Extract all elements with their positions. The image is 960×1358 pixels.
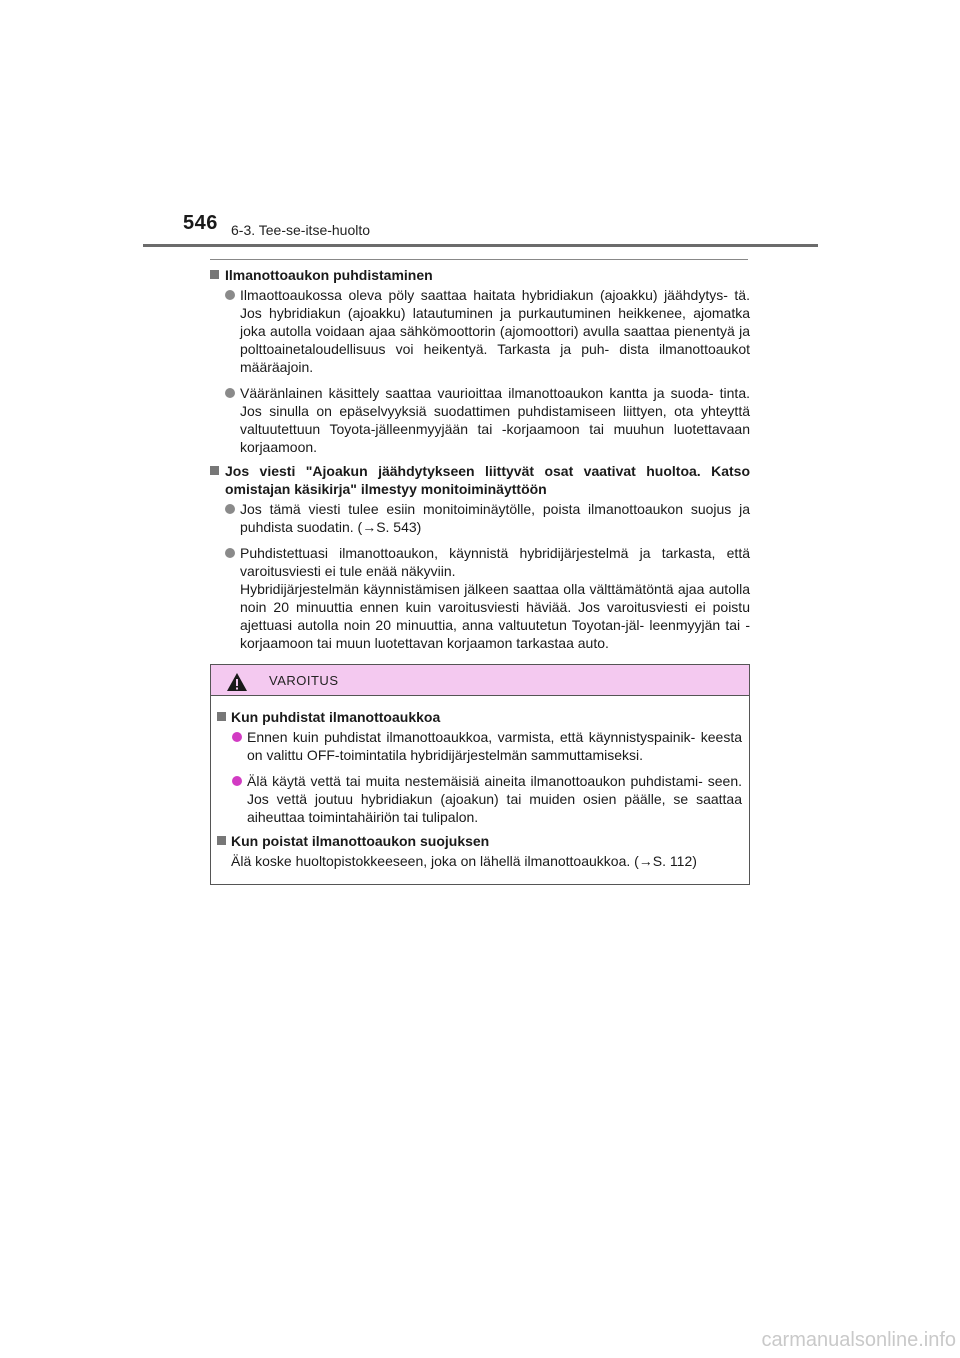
warning-body bbox=[211, 696, 749, 870]
page-header bbox=[183, 212, 823, 246]
main-content bbox=[210, 266, 750, 652]
warning-triangle-icon bbox=[226, 672, 248, 692]
square-bullet-icon bbox=[217, 836, 226, 845]
circle-bullet-icon bbox=[232, 776, 242, 786]
square-bullet-icon bbox=[210, 270, 219, 279]
warning-title: VAROITUS bbox=[269, 673, 339, 688]
circle-bullet-icon bbox=[225, 290, 235, 300]
watermark: carmanualsonline.info bbox=[761, 1329, 956, 1351]
circle-bullet-icon bbox=[225, 548, 235, 558]
warning-text: Älä koske huoltopistokkeeseen, joka on lähellä ilmanottoaukkoa. (→S. 112) bbox=[231, 853, 697, 869]
section-heading-cooling-message: Jos viesti "Ajoakun jäähdytykseen liittyvät osat vaativat huoltoa. Katso omistajan käsikirja" ilmestyy monitoiminäyttöön bbox=[210, 462, 750, 498]
content-top-rule bbox=[210, 259, 748, 260]
section-heading-air-intake-cleaning: Ilmanottoaukon puhdistaminen bbox=[210, 266, 750, 284]
circle-bullet-icon bbox=[232, 732, 242, 742]
warning-header bbox=[211, 665, 749, 696]
list-item: Puhdistettuasi ilmanottoaukon, käynnistä hybridijärjestelmä ja tarkasta, että varoitusviesti ei tule enää näkyviin. Hybridijärjestelmän käynnistämisen jälkeen saattaa olla välttämätöntä ajaa autolla noin 20 minuuttia ennen kuin varoitusviesti häviää. Jos varoitusviesti ei poistu ajettuasi autolla noin 20 minuuttia, anna valtuutetun Toyotan-jäl- leenmyyjän tai -korjaamoon tai muun luotettavan korjaamon tarkastaa auto. bbox=[210, 544, 750, 652]
list-item: Ilmaottoaukossa oleva pöly saattaa haitata hybridiakun (ajoakku) jäähdytys- tä. Jos hybridiakun (ajoakku) latautuminen ja purkautuminen heikkenee, ajomatka joka autolla voidaan ajaa sähkömoottorin (ajomoottori) avulla saattaa pienentyä ja polttoainetaloudellisuus voi heikentyä. Tarkasta ja puh- dista ilmanottoaukot määräajoin. bbox=[210, 286, 750, 376]
square-bullet-icon bbox=[210, 466, 219, 475]
square-bullet-icon bbox=[217, 712, 226, 721]
list-item: Jos tämä viesti tulee esiin monitoiminäytölle, poista ilmanottoaukon suojus ja puhdista suodatin. (→S. 543) bbox=[210, 500, 750, 536]
warning-heading-removing-cover: Kun poistat ilmanottoaukon suojuksen bbox=[217, 832, 742, 850]
warning-box bbox=[210, 664, 750, 885]
page-number: 546 bbox=[183, 212, 218, 234]
section-title: 6-3. Tee-se-itse-huolto bbox=[231, 222, 371, 238]
list-item: Ennen kuin puhdistat ilmanottoaukkoa, varmista, että käynnistyspainik- keesta on valittu OFF-toimintatila hybridijärjestelmän sammuttamiseksi. bbox=[217, 728, 742, 764]
warning-heading-cleaning: Kun puhdistat ilmanottoaukkoa bbox=[217, 708, 742, 726]
list-item: Vääränlainen käsittely saattaa vaurioittaa ilmanottoaukon kantta ja suoda- tinta. Jos sinulla on epäselvyyksiä suodattimen puhdistamiseen liittyen, ota yhteyttä valtuutettuun Toyota-jälleenmyyjään tai -korjaamoon tai muuhun luotettavaan korjaamoon. bbox=[210, 384, 750, 456]
list-item: Älä käytä vettä tai muita nestemäisiä aineita ilmanottoaukon puhdistami- seen. Jos vettä joutuu hybridiakun (ajoakun) tai muiden osien päälle, se saattaa aiheuttaa toimintahäiriön tai tulipalon. bbox=[217, 772, 742, 826]
circle-bullet-icon bbox=[225, 504, 235, 514]
header-rule bbox=[143, 244, 818, 247]
circle-bullet-icon bbox=[225, 388, 235, 398]
